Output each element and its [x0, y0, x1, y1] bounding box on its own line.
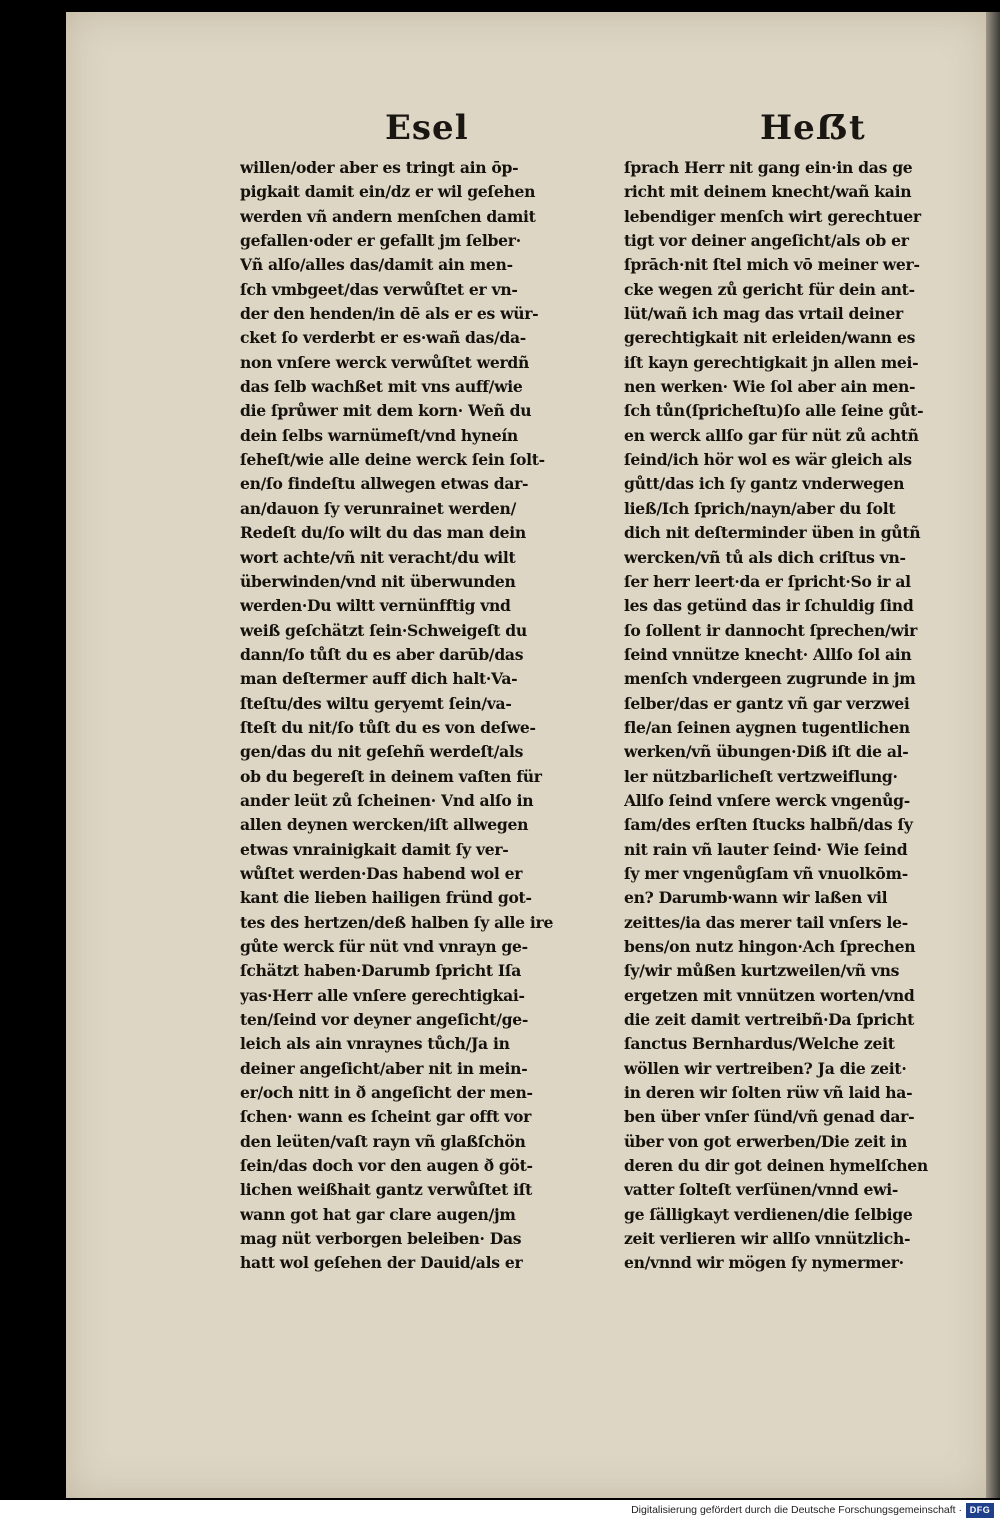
text-line: kant die lieben hailigen fründ got‑: [240, 888, 532, 908]
text-line: menſch vndergeen zugrunde in jm: [624, 669, 916, 689]
text-line: ſchen· wann es ſcheint gar offt vor: [240, 1107, 532, 1127]
text-line: über von got erwerben/Die zeit in: [624, 1131, 908, 1151]
text-line: leich als ain vnraynes tůch/Ja in: [240, 1034, 510, 1054]
running-head-left: Esel: [385, 108, 469, 148]
text-line: bens/on nutz hingon·Ach ſprechen: [624, 937, 916, 956]
text-line: deiner angeſicht/aber nit in mein‑: [240, 1058, 528, 1078]
text-line: ler nützbarlicheſt vertzweiflung·: [624, 766, 898, 786]
text-line: ſch tůn(ſpricheſtu)ſo alle ſeine gůt‑: [624, 401, 924, 421]
text-line: cke wegen zů gericht für dein ant‑: [624, 279, 915, 299]
text-line: ſch vmbgeet/das verwůſtet er vn‑: [240, 279, 518, 299]
text-line: wann got hat gar clare augen/jm: [240, 1204, 516, 1224]
text-line: gerechtigkait nit erleiden/wann es: [624, 328, 916, 348]
text-line: Allſo ſeind vnſere werck vngenůg‑: [624, 790, 910, 810]
text-line: nen werken· Wie ſol aber ain men‑: [624, 377, 916, 397]
text-line: iſt kayn gerechtigkait jn allen mei‑: [624, 352, 919, 372]
text-line: ob du begereſt in deinem vaſten für: [240, 766, 542, 786]
running-head-right: Heẞt: [760, 108, 866, 148]
text-line: ſeind/ich hör wol es wär gleich als: [624, 450, 912, 470]
text-line: wort achte/vñ nit veracht/du wilt: [240, 547, 516, 567]
text-line: ſanctus Bernhardus/Welche zeit: [624, 1034, 895, 1054]
text-line: hatt wol geſehen der Dauid/als er: [240, 1253, 523, 1273]
footer-bar: [0, 1500, 1000, 1522]
text-line: mag nüt verborgen beleiben· Das: [240, 1229, 522, 1249]
text-line: fle/an ſeinen aygnen tugentlichen: [624, 717, 910, 737]
text-line: gůte werck für nüt vnd vnrayn ge‑: [240, 937, 528, 956]
text-line: in deren wir ſolten rüw vñ laid ha‑: [624, 1083, 913, 1103]
text-line: tes des hertzen/deß halben ſy alle ire: [240, 912, 554, 932]
text-line: Vñ alſo/alles das/damit ain men‑: [240, 255, 513, 275]
text-line: dich nit deſterminder üben in gůtñ: [624, 523, 921, 543]
text-column-left: [240, 156, 600, 1276]
text-line: zeittes/ia das merer tail vnſers le‑: [624, 912, 908, 932]
dfg-logo: DFG: [966, 1503, 994, 1518]
text-line: yas·Herr alle vnſere gerechtigkai‑: [240, 985, 525, 1005]
text-line: ſprāch·nit ſtel mich vō meiner wer‑: [624, 255, 920, 275]
text-line: dein ſelbs warnümeſt/vnd hyneín: [240, 425, 518, 445]
text-column-right: [624, 156, 984, 1276]
text-line: allen deynen wercken/iſt allwegen: [240, 815, 529, 835]
text-line: etwas vnrainigkait damit ſy ver‑: [240, 839, 509, 859]
text-line: ſelber/das er gantz vñ gar verzwei: [624, 693, 910, 713]
text-line: gefallen·oder er gefallt jm ſelber·: [240, 231, 521, 251]
text-line: nit rain vñ lauter ſeind· Wie ſeind: [624, 839, 908, 859]
text-line: dann/ſo tůſt du es aber darūb/das: [240, 644, 524, 664]
text-line: en werck allſo gar für nüt zů achtñ: [624, 425, 919, 445]
text-line: werken/vñ übungen·Diß iſt die al‑: [624, 742, 909, 762]
funding-credit: Digitalisierung gefördert durch die Deutsche Forschungsgemeinschaft ·: [631, 1504, 962, 1516]
text-line: lüt/wañ ich mag das vrtail deiner: [624, 304, 903, 324]
text-line: ſprach Herr nit gang ein·in das ge: [624, 158, 913, 177]
text-line: richt mit deinem knecht/wañ kain: [624, 182, 912, 202]
text-line: lichen weißhait gantz verwůſtet iſt: [240, 1180, 533, 1200]
text-line: ſeind vnnütze knecht· Allſo ſol ain: [624, 644, 912, 664]
text-line: der den henden/in dē als er es wür‑: [240, 304, 539, 324]
text-line: ſy/wir můßen kurtzweilen/vñ vns: [624, 961, 900, 981]
text-line: werden·Du wiltt vernünfftig vnd: [240, 596, 511, 616]
text-line: Redeſt du/ſo wilt du das man dein: [240, 523, 526, 543]
page-edge: [986, 12, 1000, 1498]
text-line: man deſtermer auff dich halt·Va‑: [240, 669, 518, 689]
text-line: wůſtet werden·Das habend wol er: [240, 863, 523, 883]
text-line: ſeheſt/wie alle deine werck ſein ſolt‑: [240, 450, 545, 470]
text-line: les das getünd das ir ſchuldig ſind: [624, 596, 914, 616]
text-line: gůtt/das ich ſy gantz vnderwegen: [624, 474, 905, 494]
text-line: wöllen wir vertreiben? Ja die zeit·: [624, 1058, 907, 1078]
text-line: ſchätzt haben·Darumb ſpricht Iſa: [240, 961, 522, 981]
text-line: ſein/das doch vor den augen ð göt‑: [240, 1156, 533, 1176]
text-line: die zeit damit vertreibñ·Da ſpricht: [624, 1010, 915, 1030]
text-line: ben über vnſer ſünd/vñ genad dar‑: [624, 1107, 915, 1127]
text-line: deren du dir got deinen hymelſchen: [624, 1156, 928, 1176]
text-line: non vnſere werck verwůſtet werdñ: [240, 352, 530, 372]
text-line: den leüten/vaſt rayn vñ glaßſchön: [240, 1131, 526, 1151]
text-line: weiß geſchätzt ſein·Schweigeſt du: [240, 620, 527, 640]
text-line: an/dauon ſy verunrainet werden/: [240, 498, 516, 518]
text-line: zeit verlieren wir allſo vnnützlich‑: [624, 1229, 911, 1249]
text-line: ge ſälligkayt verdienen/die ſelbige: [624, 1204, 913, 1224]
text-line: willen/oder aber es tringt ain ōp‑: [240, 158, 519, 177]
text-line: ließ/Ich ſprich/nayn/aber du ſolt: [624, 498, 896, 518]
text-line: überwinden/vnd nit überwunden: [240, 571, 516, 591]
text-line: vatter ſolteſt verſünen/vnnd ewi‑: [624, 1180, 899, 1200]
text-line: ſo ſollent ir dannocht ſprechen/wir: [624, 620, 918, 640]
text-line: ſer herr leert·da er ſpricht·So ir al: [624, 571, 911, 591]
text-line: werden vñ andern menſchen damit: [240, 206, 536, 226]
text-line: en/vnnd wir mögen ſy nymermer·: [624, 1253, 904, 1273]
text-line: gen/das du nit geſehñ werdeſt/als: [240, 742, 524, 762]
text-line: cket ſo verderbt er es·wañ das/da‑: [240, 328, 526, 348]
text-line: ten/ſeind vor deyner angeſicht/ge‑: [240, 1010, 529, 1030]
text-line: ſteſt du nit/ſo tůſt du es von deſwe‑: [240, 717, 536, 737]
text-line: wercken/vñ tů als dich criſtus vn‑: [624, 547, 906, 567]
text-line: tigt vor deiner angeſicht/als ob er: [624, 231, 909, 251]
text-line: ergetzen mit vnnützen worten/vnd: [624, 985, 915, 1005]
text-line: die ſprůwer mit dem korn· Weñ du: [240, 401, 532, 421]
text-line: ſy mer vngenůgſam vñ vnuolkōm‑: [624, 863, 908, 883]
text-line: das ſelb wachßet mit vns auff/wie: [240, 377, 523, 397]
text-line: pigkait damit ein/dz er wil geſehen: [240, 182, 536, 202]
text-line: ander leüt zů ſcheinen· Vnd alſo in: [240, 790, 534, 810]
text-line: ſam/des erſten ſtucks halbñ/das ſy: [624, 815, 913, 835]
text-line: en? Darumb·wann wir laßen vil: [624, 888, 888, 908]
text-line: er/och nitt in ð angeſicht der men‑: [240, 1083, 533, 1103]
text-line: en/ſo findeſtu allwegen etwas dar‑: [240, 474, 529, 494]
text-line: lebendiger menſch wirt gerechtuer: [624, 206, 921, 226]
text-line: ſteſtu/des wiltu geryemt ſein/va‑: [240, 693, 512, 713]
